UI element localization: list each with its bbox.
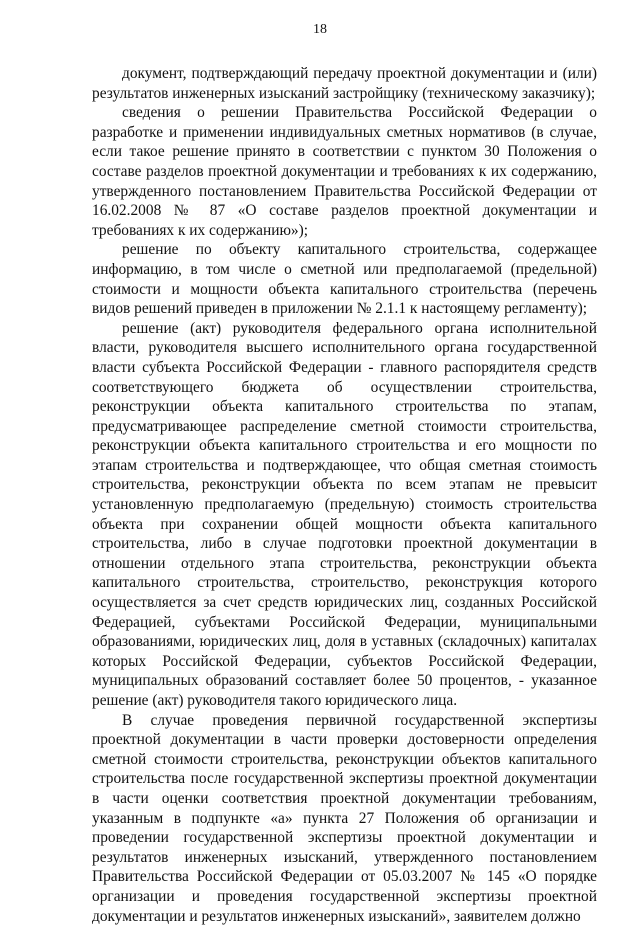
paragraph-transfer-document: документ, подтверждающий передачу проектной документации и (или) результатов инженерных изысканий застройщику (техническому заказчику); <box>92 65 597 102</box>
document-body <box>92 64 597 926</box>
paragraph-construction-decision: решение по объекту капитального строительства, содержащее информацию, в том числе о сметной или предполагаемой (предельной) стоимости и мощности объекта капитального строительства (перечень видов решений приведен в приложении № 2.1.1 к настоящему регламенту); <box>92 241 597 318</box>
page-number: 18 <box>313 22 327 37</box>
paragraph-primary-expertise: В случае проведения первичной государственной экспертизы проектной документации в части проверки достоверности определения сметной стоимости строительства, реконструкции объектов капитального строительства после государственной экспертизы проектной документации в части оценки соответствия проектной документации требованиям, указанным в подпункте «а» пункта 27 Положения об организации и проведении государственной экспертизы проектной документации и результатов инженерных изысканий, утвержденного постановлением Правительства Российской Федерации от 05.03.2007 № 145 «О порядке организации и проведения государственной экспертизы проектной документации и результатов инженерных изысканий», заявителем должно <box>92 711 597 925</box>
paragraph-stages-decision: решение (акт) руководителя федерального органа исполнительной власти, руководителя высшего исполнительного органа государственной власти субъекта Российской Федерации - главного распорядителя средств соответствующего бюджета об осуществлении строительства, реконструкции объекта капитального строительства по этапам, предусматривающее распределение сметной стоимости строительства, реконструкции объекта капитального строительства и его мощности по этапам строительства и подтверждающее, что общая сметная стоимость строительства, реконструкции объекта по всем этапам не превысит установленную предполагаемую (предельную) стоимость строительства объекта при сохранении общей мощности объекта капитального строительства, либо в случае подготовки проектной документации в отношении отдельного этапа строительства, реконструкции объекта капитального строительства, строительство, реконструкция которого осуществляется за счет средств юридических лиц, созданных Российской Федерацией, субъектами Российской Федерации, муниципальными образованиями, юридических лиц, доля в уставных (складочных) капиталах которых Российской Федерации, субъектов Российской Федерации, муниципальных образований составляет более 50 процентов, - указанное решение (акт) руководителя такого юридического лица. <box>92 319 597 709</box>
paragraph-estimate-norms-decision: сведения о решении Правительства Российской Федерации о разработке и применении индивидуальных сметных нормативов (в случае, если такое решение принято в соответствии с пунктом 30 Положения о составе разделов проектной документации и требованиях к их содержанию, утвержденного постановлением Правительства Российской Федерации от 16.02.2008 № 87 «О составе разделов проектной документации и требованиях к их содержанию»); <box>92 104 597 239</box>
